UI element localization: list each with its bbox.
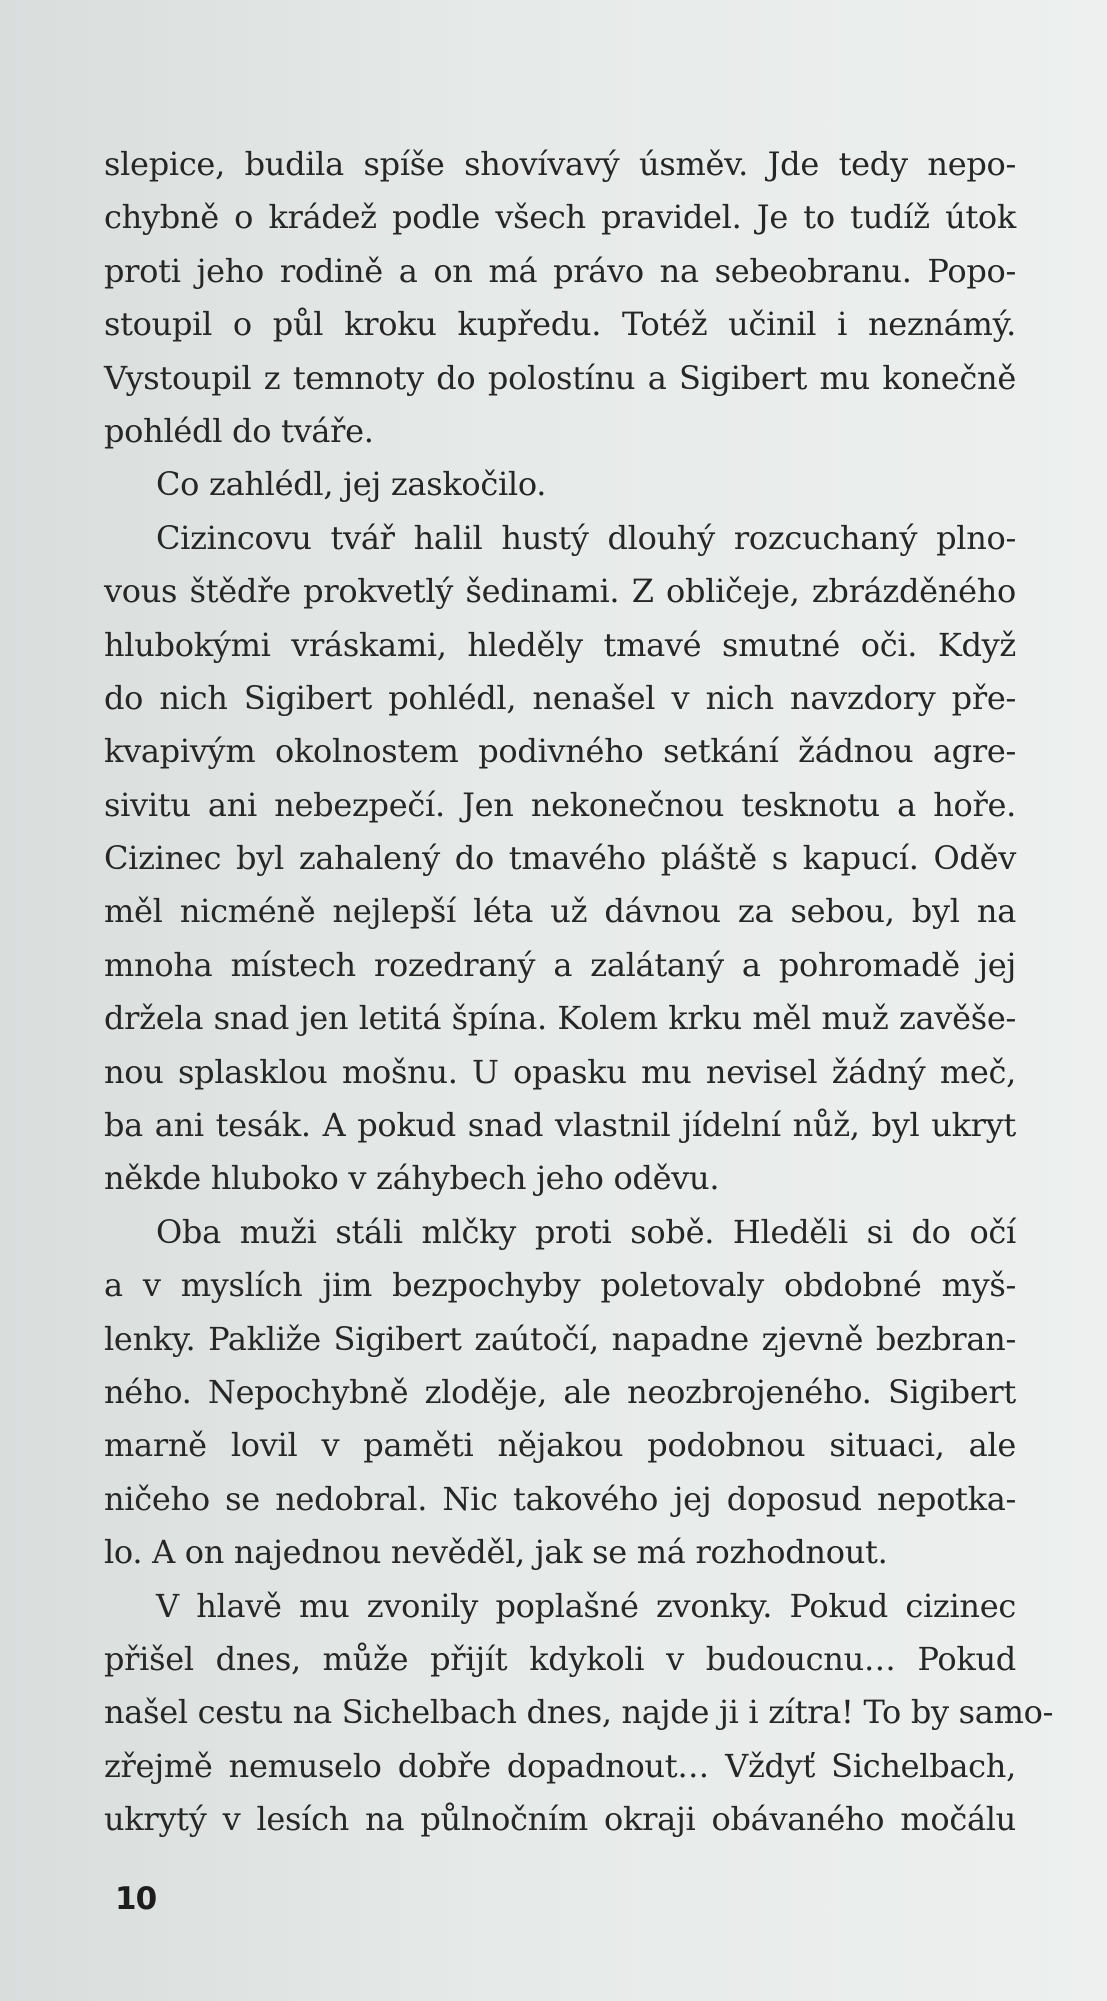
- text-line: a v myslích jim bezpochyby poletovaly obdobné myš-: [104, 1266, 1016, 1305]
- text-line: ukrytý v lesích na půlnočním okraji obávaného močálu: [104, 1800, 1016, 1839]
- text-line: stoupil o půl kroku kupředu. Totéž učinil i neznámý.: [104, 305, 1016, 344]
- text-line: lo. A on najednou nevěděl, jak se má rozhodnout.: [104, 1533, 888, 1572]
- text-line: nou splasklou mošnu. U opasku mu nevisel žádný meč,: [104, 1052, 1016, 1091]
- text-line: kvapivým okolnostem podivného setkání žádnou agre-: [104, 732, 1016, 771]
- text-line: hlubokými vráskami, hleděly tmavé smutné oči. Když: [104, 625, 1016, 664]
- text-line: měl nicméně nejlepší léta už dávnou za sebou, byl na: [104, 892, 1016, 931]
- text-line: někde hluboko v záhybech jeho oděvu.: [104, 1159, 720, 1198]
- text-line: ba ani tesák. A pokud snad vlastnil jídelní nůž, byl ukryt: [104, 1106, 1016, 1145]
- text-line: V hlavě mu zvonily poplašné zvonky. Pokud cizinec: [156, 1586, 1016, 1625]
- text-line: lenky. Pakliže Sigibert zaútočí, napadne zjevně bezbran-: [104, 1319, 1016, 1358]
- text-line: Cizinec byl zahalený do tmavého pláště s kapucí. Oděv: [104, 839, 1016, 878]
- body-text: [104, 138, 1054, 1847]
- text-line: Cizincovu tvář halil hustý dlouhý rozcuchaný plno-: [156, 518, 1016, 557]
- text-line: ničeho se nedobral. Nic takového jej doposud nepotka-: [104, 1479, 1016, 1518]
- text-line: našel cestu na Sichelbach dnes, najde ji i zítra! To by samo-: [104, 1693, 1054, 1732]
- text-line: přišel dnes, může přijít kdykoli v budoucnu… Pokud: [104, 1639, 1016, 1678]
- text-line: Vystoupil z temnoty do polostínu a Sigibert mu konečně: [104, 358, 1016, 397]
- text-line: chybně o krádež podle všech pravidel. Je to tudíž útok: [104, 198, 1016, 237]
- text-line: marně lovil v paměti nějakou podobnou situaci, ale: [104, 1426, 1016, 1465]
- text-line: mnoha místech rozedraný a zalátaný a pohromadě jej: [104, 945, 1016, 984]
- text-line: držela snad jen letitá špína. Kolem krku měl muž zavěše-: [104, 999, 1016, 1038]
- text-line: Oba muži stáli mlčky proti sobě. Hleděli si do očí: [156, 1212, 1016, 1251]
- page-number: 10: [115, 1881, 157, 1917]
- text-line: ného. Nepochybně zloděje, ale neozbrojeného. Sigibert: [104, 1372, 1016, 1411]
- text-line: zřejmě nemuselo dobře dopadnout… Vždyť Sichelbach,: [104, 1746, 1016, 1785]
- text-line: proti jeho rodině a on má právo na sebeobranu. Popo-: [104, 251, 1016, 290]
- text-line: pohlédl do tváře.: [104, 411, 374, 450]
- text-line: do nich Sigibert pohlédl, nenašel v nich navzdory pře-: [104, 678, 1016, 717]
- text-line: slepice, budila spíše shovívavý úsměv. Jde tedy nepo-: [104, 145, 1016, 183]
- text-line: sivitu ani nebezpečí. Jen nekonečnou tesknotu a hoře.: [104, 785, 1016, 824]
- text-line: vous štědře prokvetlý šedinami. Z obličeje, zbrázděného: [104, 572, 1016, 611]
- text-line: Co zahlédl, jej zaskočilo.: [156, 465, 547, 504]
